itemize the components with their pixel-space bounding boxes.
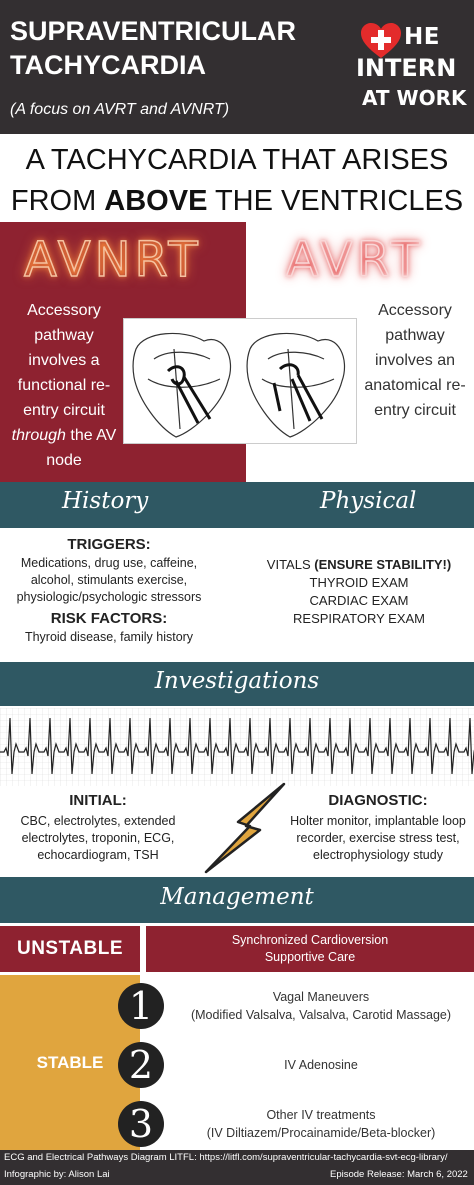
logo-text-3: AT WORK <box>362 86 467 110</box>
title-line-2: TACHYCARDIA <box>10 50 206 80</box>
step-3-badge: 3 <box>118 1101 164 1147</box>
step-1-detail: (Modified Valsalva, Valsalva, Carotid Massage) <box>190 1008 452 1022</box>
step-3-text <box>168 1106 474 1142</box>
investigations-heading: Investigations <box>154 668 320 694</box>
vitals-bold: (ENSURE STABILITY!) <box>314 557 452 572</box>
supportive-care-text: Supportive Care <box>264 950 356 964</box>
initial-heading: INITIAL: <box>69 792 127 809</box>
unstable-label: UNSTABLE <box>0 926 140 972</box>
initial-line-2: electrolytes, troponin, ECG, <box>21 831 175 845</box>
vitals-text: VITALS <box>266 557 315 572</box>
tagline-line-1: A TACHYCARDIA THAT ARISES <box>25 144 449 176</box>
diagnostic-investigations <box>282 792 474 864</box>
logo-text-2: INTERN <box>356 54 457 82</box>
lightning-bolt-icon <box>200 782 292 876</box>
thyroid-exam: THYROID EXAM <box>309 575 409 590</box>
history-section <box>0 536 218 646</box>
avnrt-text-b: the AV node <box>46 427 117 469</box>
footer-author: Infographic by: Alison Lai <box>4 1169 110 1180</box>
history-heading: History <box>62 488 149 514</box>
step-3-title: Other IV treatments <box>266 1108 376 1122</box>
diagnostic-line-2: recorder, exercise stress test, <box>296 831 460 845</box>
page-subtitle: (A focus on AVRT and AVNRT) <box>10 101 230 118</box>
risk-factors-text: Thyroid disease, family history <box>24 630 194 644</box>
avrt-description: Accessory pathway involves an anatomical re-entry circuit <box>364 302 466 419</box>
step-3-detail: (IV Diltiazem/Procainamide/Beta-blocker) <box>206 1126 436 1140</box>
management-heading: Management <box>160 884 314 910</box>
step-2-badge: 2 <box>118 1042 164 1088</box>
initial-line-3: echocardiogram, TSH <box>37 848 159 862</box>
tagline-bold: ABOVE <box>104 185 208 217</box>
avnrt-description <box>10 298 118 473</box>
initial-investigations <box>0 792 196 864</box>
risk-factors-heading: RISK FACTORS: <box>50 610 168 627</box>
avrt-title: AVRT <box>286 232 424 288</box>
tagline-line-2 <box>0 181 474 222</box>
footer-source: ECG and Electrical Pathways Diagram LITFL: https://litfl.com/supraventricular-tachycardia-svt-ecg-library/ <box>4 1152 448 1163</box>
triggers-line-1: Medications, drug use, caffeine, <box>20 556 198 570</box>
title-line-1: SUPRAVENTRICULAR <box>10 16 297 46</box>
avnrt-text-italic: through <box>11 427 66 444</box>
ecg-strip <box>0 708 474 786</box>
ecg-tracing-svg <box>0 708 474 786</box>
diagnostic-line-1: Holter monitor, implantable loop <box>290 814 466 828</box>
step-1-title: Vagal Maneuvers <box>272 990 370 1004</box>
unstable-treatment <box>146 926 474 972</box>
heart-diagram-svg <box>124 319 356 443</box>
tagline <box>0 140 474 222</box>
heart-pathway-diagram <box>123 318 357 444</box>
cardioversion-text: Synchronized Cardioversion <box>231 933 389 947</box>
intern-at-work-logo <box>352 20 468 115</box>
diagnostic-line-3: electrophysiology study <box>313 848 443 862</box>
vitals-line <box>244 556 474 574</box>
diagnostic-heading: DIAGNOSTIC: <box>328 792 428 809</box>
triggers-line-2: alcohol, stimulants exercise, <box>30 573 188 587</box>
page-title <box>10 14 350 82</box>
initial-line-1: CBC, electrolytes, extended <box>20 814 176 828</box>
physical-heading: Physical <box>320 488 417 514</box>
triggers-heading: TRIGGERS: <box>67 536 151 553</box>
step-1-text <box>168 988 474 1024</box>
physical-section <box>244 556 474 628</box>
footer-release: Episode Release: March 6, 2022 <box>330 1169 468 1180</box>
avnrt-title: AVNRT <box>24 232 202 288</box>
logo-text-1: HE <box>404 24 440 50</box>
step-2-title: IV Adenosine <box>284 1058 358 1072</box>
tagline-text-end: THE VENTRICLES <box>207 185 464 217</box>
tagline-text: FROM <box>10 185 105 217</box>
stable-label: STABLE <box>0 975 140 1150</box>
avnrt-text-a: Accessory pathway involves a functional re-entry circuit <box>17 302 111 419</box>
respiratory-exam: RESPIRATORY EXAM <box>293 611 425 626</box>
step-2-text <box>168 1056 474 1074</box>
cardiac-exam: CARDIAC EXAM <box>309 593 409 608</box>
triggers-line-3: physiologic/psychologic stressors <box>16 590 202 604</box>
step-1-badge: 1 <box>118 983 164 1029</box>
